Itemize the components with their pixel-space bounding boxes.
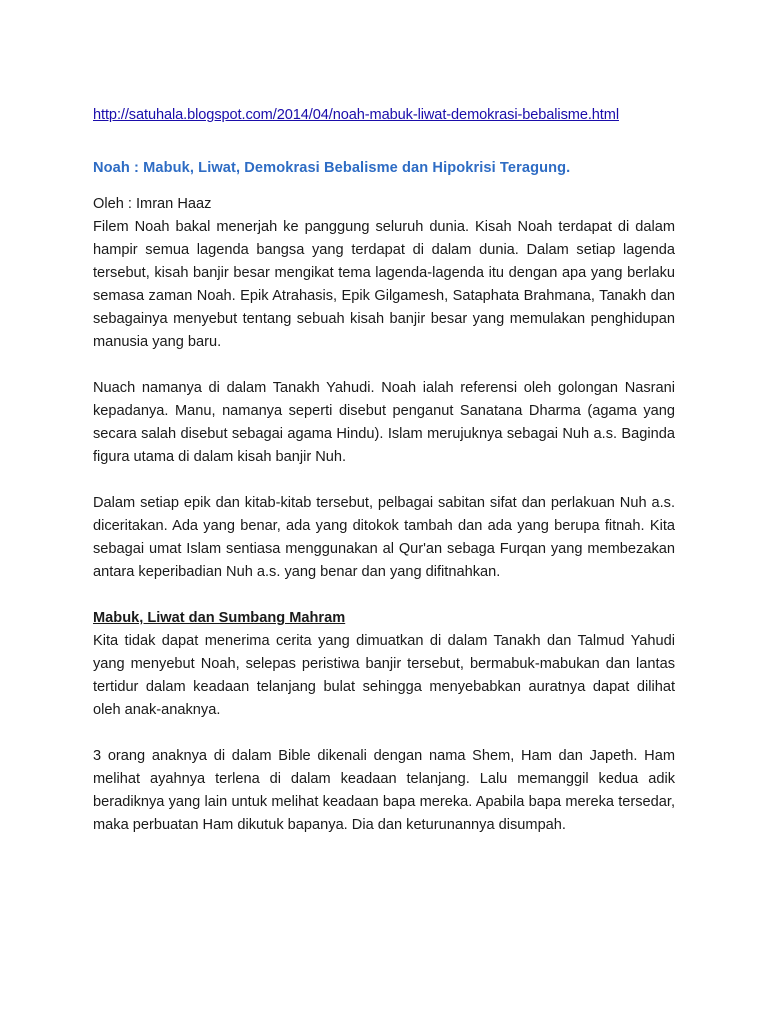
article-title: Noah : Mabuk, Liwat, Demokrasi Bebalisme dan Hipokrisi Teragung. bbox=[93, 160, 571, 176]
paragraph-spacer bbox=[93, 354, 675, 377]
document-page bbox=[93, 104, 675, 837]
section-heading: Mabuk, Liwat dan Sumbang Mahram bbox=[93, 610, 346, 626]
paragraph-tanakh: Kita tidak dapat menerima cerita yang dimuatkan di dalam Tanakh dan Talmud Yahudi yang menyebut Noah, selepas peristiwa banjir tersebut, bermabuk-mabukan dan lantas tertidur dalam keadaan telanjang bulat sehingga menyebabkan auratnya dapat dilihat oleh anak-anaknya. bbox=[93, 633, 675, 718]
paragraph-names: Nuach namanya di dalam Tanakh Yahudi. Noah ialah referensi oleh golongan Nasrani kepadanya. Manu, namanya seperti disebut penganut Sanatana Dharma (agama yang secara salah disebut sebagai agama Hindu). Islam merujuknya sebagai Nuh a.s. Baginda figura utama di dalam kisah banjir Nuh. bbox=[93, 380, 675, 465]
paragraph-spacer bbox=[93, 469, 675, 492]
source-link[interactable]: http://satuhala.blogspot.com/2014/04/noah-mabuk-liwat-demokrasi-bebalisme.html bbox=[93, 107, 619, 123]
paragraph-sons: 3 orang anaknya di dalam Bible dikenali dengan nama Shem, Ham dan Japeth. Ham melihat ayahnya terlena di dalam keadaan telanjang. Lalu memanggil kedua adik beradiknya yang lain untuk melihat keadaan bapa mereka. Apabila bapa mereka tersedar, maka perbuatan Ham dikutuk bapanya. Dia dan keturunannya disumpah. bbox=[93, 748, 675, 833]
paragraph-epics: Dalam setiap epik dan kitab-kitab tersebut, pelbagai sabitan sifat dan perlakuan Nuh a.s. diceritakan. Ada yang benar, ada yang ditokok tambah dan ada yang berupa fitnah. Kita sebagai umat Islam sentiasa menggunakan al Qur'an sebaga Furqan yang membezakan antara keperibadian Nuh a.s. yang benar dan yang difitnahkan. bbox=[93, 495, 675, 580]
paragraph-spacer bbox=[93, 722, 675, 745]
author-line: Oleh : Imran Haaz bbox=[93, 196, 212, 212]
paragraph-intro: Filem Noah bakal menerjah ke panggung seluruh dunia. Kisah Noah terdapat di dalam hampir semua lagenda bangsa yang terdapat di dalam dunia. Dalam setiap lagenda tersebut, kisah banjir besar mengikat tema lagenda-lagenda itu dengan apa yang berlaku semasa zaman Noah. Epik Atrahasis, Epik Gilgamesh, Sataphata Brahmana, Tanakh dan sebagainya menyebut tentang sebuah kisah banjir besar yang memulakan penghidupan manusia yang baru. bbox=[93, 219, 675, 350]
